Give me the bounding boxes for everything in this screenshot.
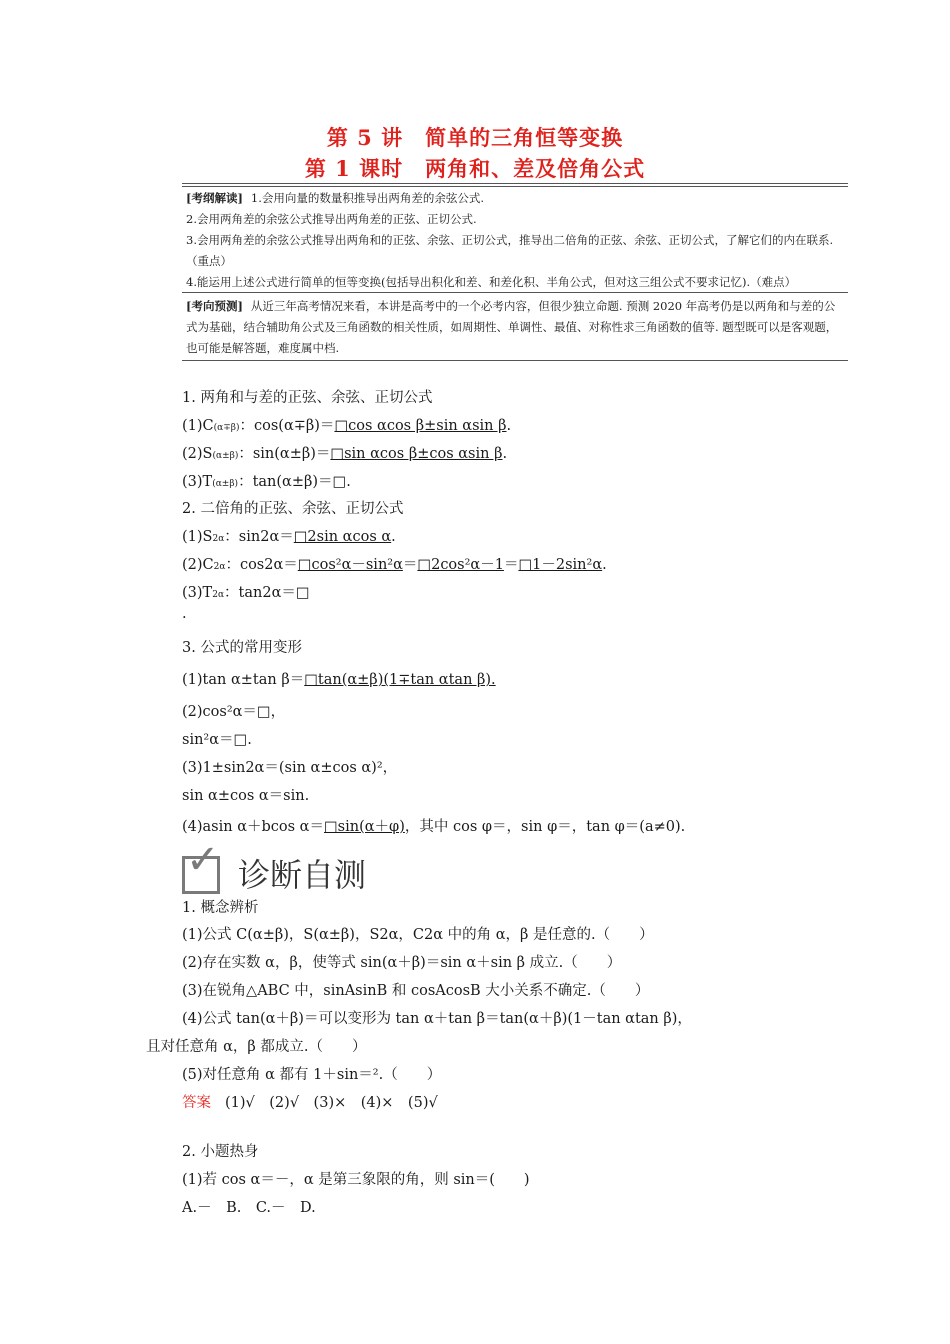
section-heading: 2. 二倍角的正弦、余弦、正切公式 bbox=[182, 501, 404, 517]
formula-t-sum: (3)T(α±β)：tan(α±β)＝□. bbox=[182, 474, 351, 490]
question-item: (1)公式 C(α±β)，S(α±β)，S2α，C2α 中的角 α，β 是任意的.（ ） bbox=[182, 927, 654, 943]
formula-s-sum: (2)S(α±β)：sin(α±β)＝□sin αcos β±cos αsin β. bbox=[182, 446, 508, 462]
forecast-text: 从近三年高考情况来看，本讲是高考中的一个必考内容，但很少独立命题. 预测 2020 年高考仍是以两角和与差的公式为基础，结合辅助角公式及三角函数的相关性质，如周期性、单调性、最值、对称性求三角函数的值等. 题型既可以是客观题，也可能是解答题，难度属中档. bbox=[186, 299, 838, 355]
answer-line bbox=[182, 1091, 438, 1112]
divider bbox=[182, 183, 848, 184]
check-icon: ✓ bbox=[186, 837, 220, 883]
question-item: (5)对任意角 α 都有 1＋sin＝².（ ） bbox=[182, 1067, 442, 1083]
syllabus-line: 3.会用两角差的余弦公式推导出两角和的正弦、余弦、正切公式，推导出二倍角的正弦、余弦、正切公式，了解它们的内在联系.（重点） bbox=[186, 233, 834, 268]
answer-options: A.－ B. C.－ D. bbox=[182, 1200, 316, 1216]
syllabus-tag: [考纲解读] bbox=[186, 191, 243, 205]
formula-one-plus-sin: (3)1±sin2α＝(sin α±cos α)²， bbox=[182, 760, 398, 776]
question-item: (1)若 cos α＝－，α 是第三象限的角，则 sin＝( ) bbox=[182, 1172, 530, 1188]
question-item: (2)存在实数 α，β，使等式 sin(α＋β)＝sin α＋sin β 成立.（ ） bbox=[182, 955, 622, 971]
formula-c-diff: (1)C(α∓β)：cos(α∓β)＝□cos αcos β±sin αsin β. bbox=[182, 418, 512, 434]
formula-sin-square: sin²α＝□. bbox=[182, 732, 252, 748]
period-mark: . bbox=[182, 606, 187, 622]
answer-label: 答案 bbox=[182, 1095, 211, 1111]
divider bbox=[182, 186, 848, 187]
lesson-title: 第 1 课时 两角和、差及倍角公式 bbox=[304, 156, 646, 181]
divider bbox=[182, 360, 848, 361]
answer-text: (1)√ (2)√ (3)× (4)× (5)√ bbox=[225, 1095, 438, 1111]
syllabus-line: 4.能运用上述公式进行简单的恒等变换(包括导出积化和差、和差化积、半角公式，但对这三组公式不要求记忆).（难点） bbox=[186, 275, 797, 289]
question-heading: 1. 概念辨析 bbox=[182, 900, 259, 916]
question-heading: 2. 小题热身 bbox=[182, 1144, 259, 1160]
syllabus-line: 1.会用向量的数量积推导出两角差的余弦公式. bbox=[250, 191, 485, 205]
formula-sin-plus-cos: sin α±cos α＝sin. bbox=[182, 788, 310, 804]
section-heading: 1. 两角和与差的正弦、余弦、正切公式 bbox=[182, 390, 433, 406]
question-item: (4)公式 tan(α＋β)＝可以变形为 tan α＋tan β＝tan(α＋β)(1－tan αtan β)， bbox=[182, 1011, 692, 1027]
diagnosis-title: 诊断自测 bbox=[238, 856, 367, 894]
formula-s-double: (1)S2α：sin2α＝□2sin αcos α. bbox=[182, 529, 396, 545]
formula-c-double: (2)C2α：cos2α＝□cos²α－sin²α＝□2cos²α－1＝□1－2sin²α. bbox=[182, 557, 607, 573]
syllabus-box bbox=[186, 188, 846, 293]
question-item: (3)在锐角△ABC 中，sinAsinB 和 cosAcosB 大小关系不确定.（ ） bbox=[182, 983, 650, 999]
formula-t-double: (3)T2α：tan2α＝□ bbox=[182, 585, 310, 601]
formula-auxiliary-angle: (4)asin α＋bcos α＝□sin(α＋φ)，其中 cos φ＝，sin φ＝，tan φ＝(a≠0). bbox=[182, 819, 686, 835]
lecture-title: 第 5 讲 简单的三角恒等变换 bbox=[326, 125, 624, 150]
divider bbox=[182, 292, 848, 293]
forecast-tag: [考向预测] bbox=[186, 299, 243, 313]
formula-cos-square: (2)cos²α＝□， bbox=[182, 704, 286, 720]
section-heading: 3. 公式的常用变形 bbox=[182, 640, 302, 656]
syllabus-line: 2.会用两角差的余弦公式推导出两角差的正弦、正切公式. bbox=[186, 212, 477, 226]
formula-tan-sum: (1)tan α±tan β＝□tan(α±β)(1∓tan αtan β). bbox=[182, 672, 496, 688]
question-item-continued: 且对任意角 α，β 都成立.（ ） bbox=[146, 1039, 367, 1055]
forecast-box bbox=[186, 296, 846, 359]
